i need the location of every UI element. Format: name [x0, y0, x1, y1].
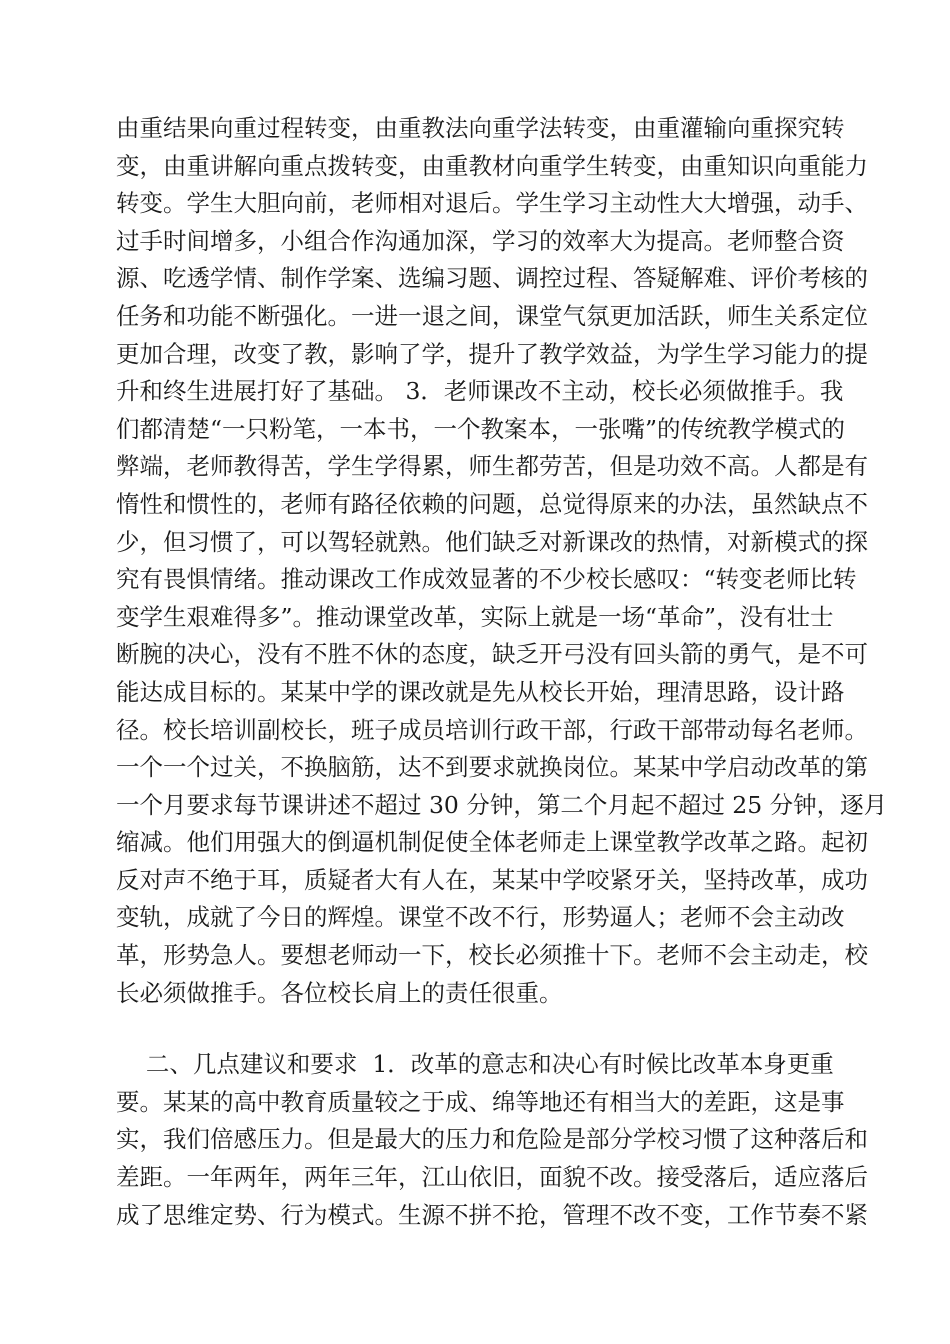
- text-line: 由重结果向重过程转变，由重教法向重学法转变，由重灌输向重探究转: [116, 114, 845, 142]
- text-line: 差距。一年两年，两年三年，江山依旧，面貌不改。接受落后，适应落后: [116, 1163, 868, 1192]
- text-line: 更加合理，改变了教，影响了学，提升了教学效益，为学生学习能力的提: [116, 339, 868, 368]
- text-line: 过手时间增多，小组合作沟通加深，学习的效率大为提高。老师整合资: [116, 226, 845, 255]
- text-line: 二、几点建议和要求 1．改革的意志和决心有时候比改革本身更重: [116, 1050, 834, 1079]
- text-line: 反对声不绝于耳，质疑者大有人在，某某中学咬紧牙关，坚持改革，成功: [116, 865, 868, 894]
- text-line: 少，但习惯了，可以驾轻就熟。他们缺乏对新课改的热情，对新模式的探: [116, 527, 868, 556]
- text-line: 长必须做推手。各位校长肩上的责任很重。: [116, 978, 563, 1007]
- text-line: 断腕的决心，没有不胜不休的态度，缺乏开弓没有回头箭的勇气，是不可: [116, 640, 868, 669]
- text-line: 升和终生进展打好了基础。 3．老师课改不主动，校长必须做推手。我: [116, 377, 844, 406]
- text-line: 缩减。他们用强大的倒逼机制促使全体老师走上课堂教学改革之路。起初: [116, 828, 868, 857]
- text-line: 弊端，老师教得苦，学生学得累，师生都劳苦，但是功效不高。人都是有: [116, 452, 868, 481]
- text-line: 能达成目标的。某某中学的课改就是先从校长开始，理清思路，设计路: [116, 677, 845, 706]
- document-page: [116, 110, 888, 1234]
- text-line: 转变。学生大胆向前，老师相对退后。学生学习主动性大大增强，动手、: [116, 189, 868, 218]
- paragraph-2: [116, 1046, 868, 1234]
- text-line: 变学生艰难得多”。推动课堂改革，实际上就是一场“革命”，没有壮士: [116, 602, 834, 631]
- text-line: 变轨，成就了今日的辉煌。课堂不改不行，形势逼人；老师不会主动改: [116, 903, 845, 932]
- paragraph-spacing: [116, 1012, 836, 1046]
- text-line: 变，由重讲解向重点拨转变，由重教材向重学生转变，由重知识向重能力: [116, 151, 868, 180]
- text-line: 惰性和惯性的，老师有路径依赖的问题，总觉得原来的办法，虽然缺点不: [116, 489, 868, 518]
- text-line: 一个月要求每节课讲述不超过 30 分钟，第二个月起不超过 25 分钟，逐月: [116, 790, 888, 819]
- text-line: 径。校长培训副校长，班子成员培训行政干部，行政干部带动每名老师。: [116, 715, 868, 744]
- text-line: 成了思维定势、行为模式。生源不拼不抢，管理不改不变，工作节奏不紧: [116, 1200, 868, 1229]
- text-line: 源、吃透学情、制作学案、选编习题、调控过程、答疑解难、评价考核的: [116, 264, 868, 293]
- text-line: 革，形势急人。要想老师动一下，校长必须推十下。老师不会主动走，校: [116, 941, 868, 970]
- text-line: 任务和功能不断强化。一进一退之间，课堂气氛更加活跃，师生关系定位: [116, 301, 868, 330]
- text-line: 们都清楚“一只粉笔，一本书，一个教案本，一张嘴”的传统教学模式的: [116, 414, 846, 443]
- text-line: 实，我们倍感压力。但是最大的压力和危险是部分学校习惯了这种落后和: [116, 1125, 868, 1154]
- paragraph-1: [116, 110, 888, 1012]
- text-line: 一个一个过关，不换脑筋，达不到要求就换岗位。某某中学启动改革的第: [116, 753, 868, 782]
- text-line: 要。某某的高中教育质量较之于成、绵等地还有相当大的差距，这是事: [116, 1087, 845, 1116]
- text-line: 究有畏惧情绪。推动课改工作成效显著的不少校长感叹：“转变老师比转: [116, 565, 857, 594]
